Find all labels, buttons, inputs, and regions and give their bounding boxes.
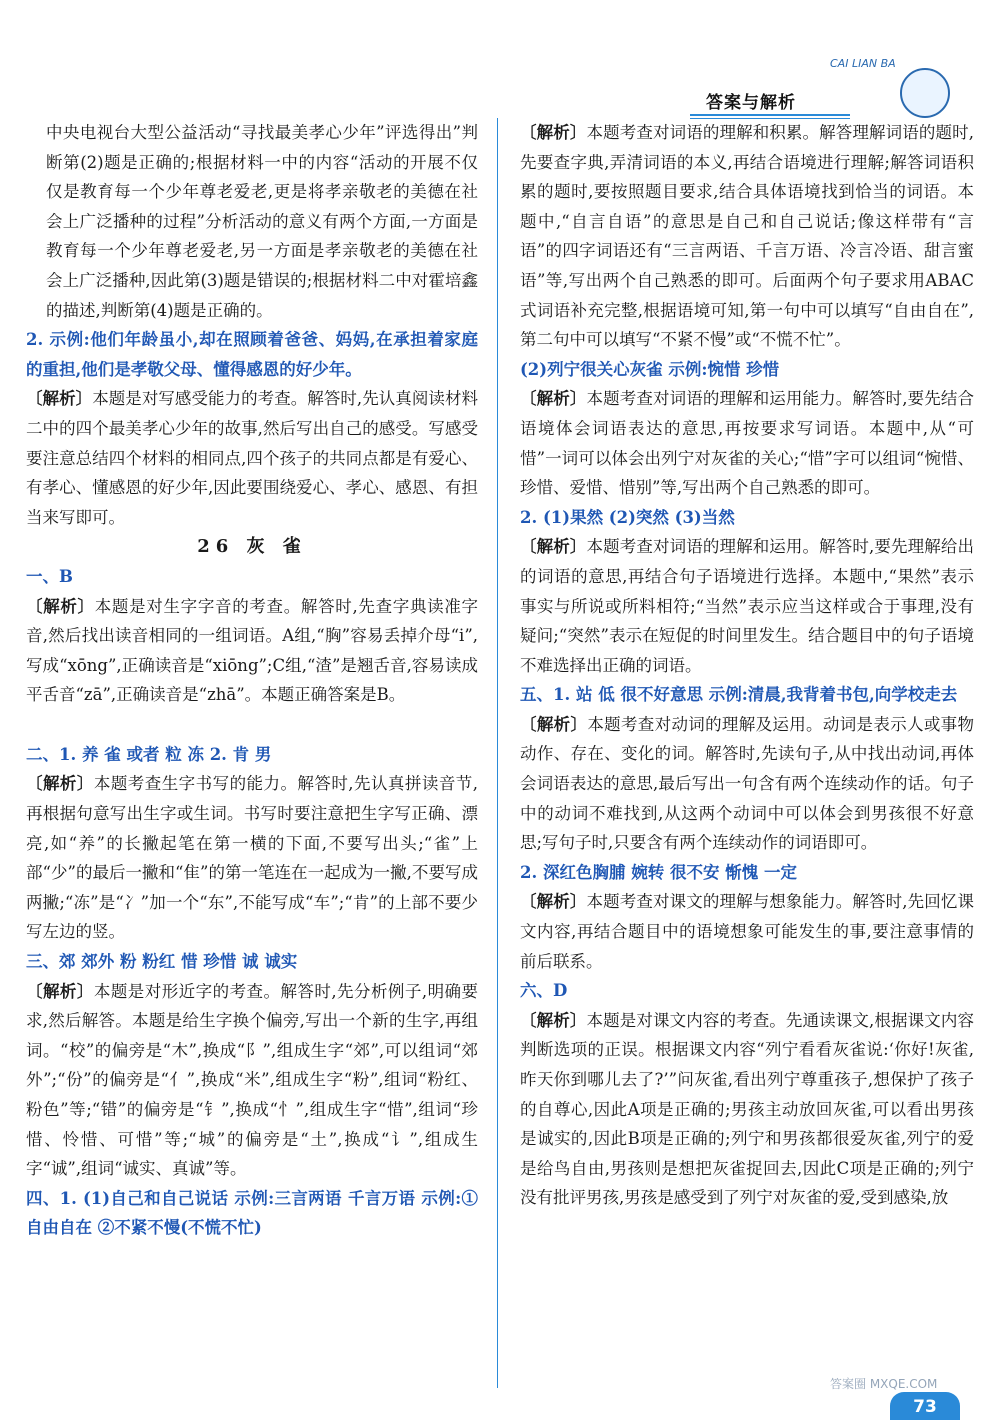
answer-text: 五、1. 站 低 很不好意思 示例:清晨,我背着书包,向学校走去 bbox=[520, 685, 958, 705]
analysis-paragraph bbox=[520, 1006, 974, 1213]
lesson-title: 26 灰 雀 bbox=[197, 536, 307, 558]
page-number-badge: 73 bbox=[890, 1392, 960, 1420]
answer-text: 2. (1)果然 (2)突然 (3)当然 bbox=[520, 507, 735, 527]
analysis-tag: 〔解析〕 bbox=[26, 596, 95, 616]
answer-text: 四、1. (1)自己和自己说话 示例:三言两语 千言万语 示例:①自由自在 ②不紧不慢(不慌不忙) bbox=[26, 1188, 478, 1238]
analysis-paragraph bbox=[26, 977, 478, 1184]
answer-text: 2. 示例:他们年龄虽小,却在照顾着爸爸、妈妈,在承担着家庭的重担,他们是孝敬父母、懂得感恩的好少年。 bbox=[26, 330, 478, 379]
analysis-text: 本题是对写感受能力的考查。解答时,先认真阅读材料二中的四个最美孝心少年的故事,然后写出自己的感受。写感受要注意总结四个材料的相同点,四个孩子的共同点都是有爱心、有孝心、懂感恩的好少年,因此要围绕爱心、孝心、感恩、有担当来写即可。 bbox=[26, 389, 478, 527]
answer-text: 二、1. 养 雀 或者 粒 冻 2. 肯 男 bbox=[26, 744, 272, 764]
analysis-paragraph bbox=[26, 769, 478, 947]
answer-text: (2)列宁很关心灰雀 示例:惋惜 珍惜 bbox=[520, 359, 780, 379]
left-column bbox=[26, 118, 478, 1243]
analysis-paragraph bbox=[520, 384, 974, 502]
analysis-tag: 〔解析〕 bbox=[26, 981, 94, 1001]
cartoon-face-icon bbox=[900, 68, 950, 118]
analysis-text: 本题是对生字字音的考查。解答时,先查字典读准字音,然后找出读音相同的一组词语。A组,“胸”容易丢掉介母“i”,写成“xōng”,正确读音是“xiōng”;C组,“渣”是翘舌音,容易读成平舌音“zā”,正确读音是“zhā”。本题正确答案是B。 bbox=[26, 596, 478, 705]
answer-text: 三、郊 郊外 粉 粉红 惜 珍惜 诚 诚实 bbox=[26, 952, 298, 972]
analysis-text: 本题考查对词语的理解和积累。解答理解词语的题时,先要查字典,弄清词语的本义,再结合语境进行理解;解答词语积累的题时,要按照题目要求,结合具体语境找到恰当的词语。本题中,“自言自语”的意思是自己和自己说话;像这样带有“言语”的四字词语还有“三言两语、千言万语、冷言冷语、甜言蜜语”等,写出两个自己熟悉的即可。后面两个句子要求用ABAC式词语补充完整,根据语境可知,第一句中可以填写“自由自在”,第二句中可以填写“不紧不慢”或“不慌不忙”。 bbox=[520, 123, 974, 350]
answer-text: 六、D bbox=[520, 981, 568, 1001]
analysis-tag: 〔解析〕 bbox=[520, 1010, 587, 1030]
analysis-tag: 〔解析〕 bbox=[520, 537, 587, 557]
spacer bbox=[26, 710, 478, 740]
analysis-text: 本题考查对课文的理解与想象能力。解答时,先回忆课文内容,再结合题目中的语境想象可能发生的事,要注意事情的前后联系。 bbox=[520, 892, 974, 971]
answer-text: 2. 深红色胸脯 婉转 很不安 惭愧 一定 bbox=[520, 862, 797, 882]
header-deco-text: CAI LIAN BA bbox=[830, 57, 896, 70]
analysis-paragraph bbox=[520, 532, 974, 680]
analysis-tag: 〔解析〕 bbox=[520, 123, 587, 142]
watermark: 答案圈 MXQE.COM bbox=[830, 1377, 938, 1391]
answer-text: 一、B bbox=[26, 566, 73, 586]
header-rule bbox=[690, 114, 850, 116]
analysis-paragraph bbox=[520, 118, 974, 355]
analysis-paragraph bbox=[26, 592, 478, 710]
page-header bbox=[690, 58, 990, 118]
analysis-text: 本题考查对动词的理解及运用。动词是表示人或事物动作、存在、变化的词。解答时,先读句子,从中找出动词,再体会词语表达的意思,最后写出一句含有两个连续动作的话。句子中的动词不难找到,从这两个动词中可以体会到男孩很不好意思;写句子时,只要含有两个连续动作的词语即可。 bbox=[520, 714, 975, 853]
analysis-tag: 〔解析〕 bbox=[520, 389, 587, 409]
analysis-paragraph bbox=[520, 710, 974, 858]
analysis-paragraph bbox=[26, 384, 478, 532]
analysis-tag: 〔解析〕 bbox=[26, 774, 94, 794]
analysis-paragraph bbox=[520, 887, 974, 976]
analysis-tag: 〔解析〕 bbox=[520, 714, 588, 734]
header-title: 答案与解析 bbox=[706, 93, 796, 113]
right-column bbox=[520, 118, 974, 1213]
analysis-tag: 〔解析〕 bbox=[26, 389, 93, 409]
column-divider bbox=[497, 118, 498, 1388]
analysis-tag: 〔解析〕 bbox=[520, 892, 587, 912]
analysis-text: 本题考查对词语的理解和运用能力。解答时,要先结合语境体会词语表达的意思,再按要求写词语。本题中,从“可惜”一词可以体会出列宁对灰雀的关心;“惜”字可以组词“惋惜、珍惜、爱惜、惜别”等,写出两个自己熟悉的即可。 bbox=[520, 389, 974, 498]
analysis-text: 本题考查对词语的理解和运用。解答时,要先理解给出的词语的意思,再结合句子语境进行选择。本题中,“果然”表示事实与所说或所料相符;“当然”表示应当这样或合于事理,没有疑问;“突然”表示在短促的时间里发生。结合题目中的句子语境不难选择出正确的词语。 bbox=[520, 537, 974, 675]
analysis-text: 本题是对课文内容的考查。先通读课文,根据课文内容判断选项的正误。根据课文内容“列宁看看灰雀说:‘你好!灰雀,昨天你到哪儿去了?’”问灰雀,看出列宁尊重孩子,想保护了孩子的自尊心,因此A项是正确的;男孩主动放回灰雀,可以看出男孩是诚实的,因此B项是正确的;列宁和男孩都很爱灰雀,列宁的爱是给鸟自由,男孩则是想把灰雀捉回去,因此C项是正确的;列宁没有批评男孩,男孩是感受到了列宁对灰雀的爱,受到感染,放 bbox=[520, 1010, 974, 1208]
paragraph: 中央电视台大型公益活动“寻找最美孝心少年”评选得出”判断第(2)题是正确的;根据材料一中的内容“活动的开展不仅仅是教育每一个少年尊老爱老,更是将孝亲敬老的美德在社会上广泛播种的过程”分析活动的意义有两个方面,一方面是教育每一个少年尊老爱老,另一方面是孝亲敬老的美德在社会上广泛播种,因此第(3)题是错误的;根据材料二中对霍培鑫的描述,判断第(4)题是正确的。 bbox=[46, 123, 478, 320]
analysis-text: 本题考查生字书写的能力。解答时,先认真拼读音节,再根据句意写出生字或生词。书写时要注意把生字写正确、漂亮,如“养”的长撇起笔在第一横的下面,不要写出头;“雀”上部“少”的最后一撇和“隹”的第一笔连在一起成为一撇,不要写成两撇;“冻”是“冫”加一个“东”,不能写成“车”;“肯”的上部不要少写左边的竖。 bbox=[26, 774, 478, 942]
analysis-text: 本题是对形近字的考查。解答时,先分析例子,明确要求,然后解答。本题是给生字换个偏旁,写出一个新的生字,再组词。“校”的偏旁是“木”,换成“阝”,组成生字“郊”,可以组词“郊外”;“份”的偏旁是“亻”,换成“米”,组成生字“粉”,组词“粉红、粉色”等;“错”的偏旁是“钅”,换成“忄”,组成生字“惜”,组词“珍惜、怜惜、可惜”等;“城”的偏旁是“土”,换成“讠”,组成生字“诚”,组词“诚实、真诚”等。 bbox=[26, 981, 478, 1179]
